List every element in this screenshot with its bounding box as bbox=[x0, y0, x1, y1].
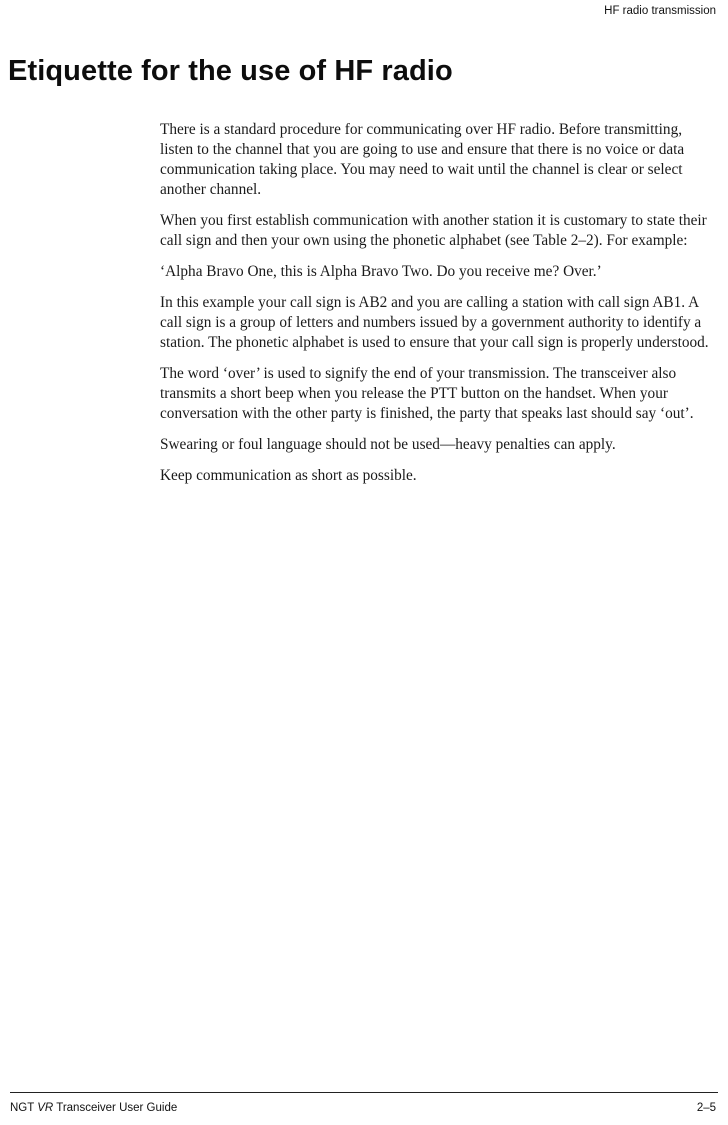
footer-guide-suffix: Transceiver User Guide bbox=[53, 1102, 178, 1114]
section-title: Etiquette for the use of HF radio bbox=[8, 55, 453, 87]
paragraph-4: In this example your call sign is AB2 and you are calling a station with call sign AB1. A call sign is a group of letters and numbers issued by a government authority to identify a station. The phonetic alphabet is used to ensure that your call sign is properly understood. bbox=[160, 294, 709, 351]
body-text bbox=[160, 120, 716, 497]
page-number: 2–5 bbox=[696, 1102, 716, 1114]
paragraph-2: When you first establish communication with another station it is customary to state their call sign and then your own using the phonetic alphabet (see Table 2–2). For example: bbox=[160, 212, 707, 249]
paragraph-1: There is a standard procedure for communicating over HF radio. Before transmitting, listen to the channel that you are going to use and ensure that there is no voice or data communication taking place. You may need to wait until the channel is clear or select another channel. bbox=[160, 121, 685, 198]
footer-guide-prefix: NGT bbox=[10, 1102, 38, 1114]
footer-guide-title bbox=[10, 1102, 177, 1114]
running-header: HF radio transmission bbox=[604, 5, 716, 17]
paragraph-6: Swearing or foul language should not be used—heavy penalties can apply. bbox=[160, 436, 616, 453]
paragraph-3: ‘Alpha Bravo One, this is Alpha Bravo Two. Do you receive me? Over.’ bbox=[160, 263, 602, 280]
paragraph-7: Keep communication as short as possible. bbox=[160, 467, 417, 484]
footer-guide-model: VR bbox=[37, 1102, 54, 1114]
footer-rule bbox=[10, 1092, 718, 1093]
paragraph-5: The word ‘over’ is used to signify the end of your transmission. The transceiver also transmits a short beep when you release the PTT button on the handset. When your conversation with the other party is finished, the party that speaks last should say ‘out’. bbox=[160, 365, 694, 422]
